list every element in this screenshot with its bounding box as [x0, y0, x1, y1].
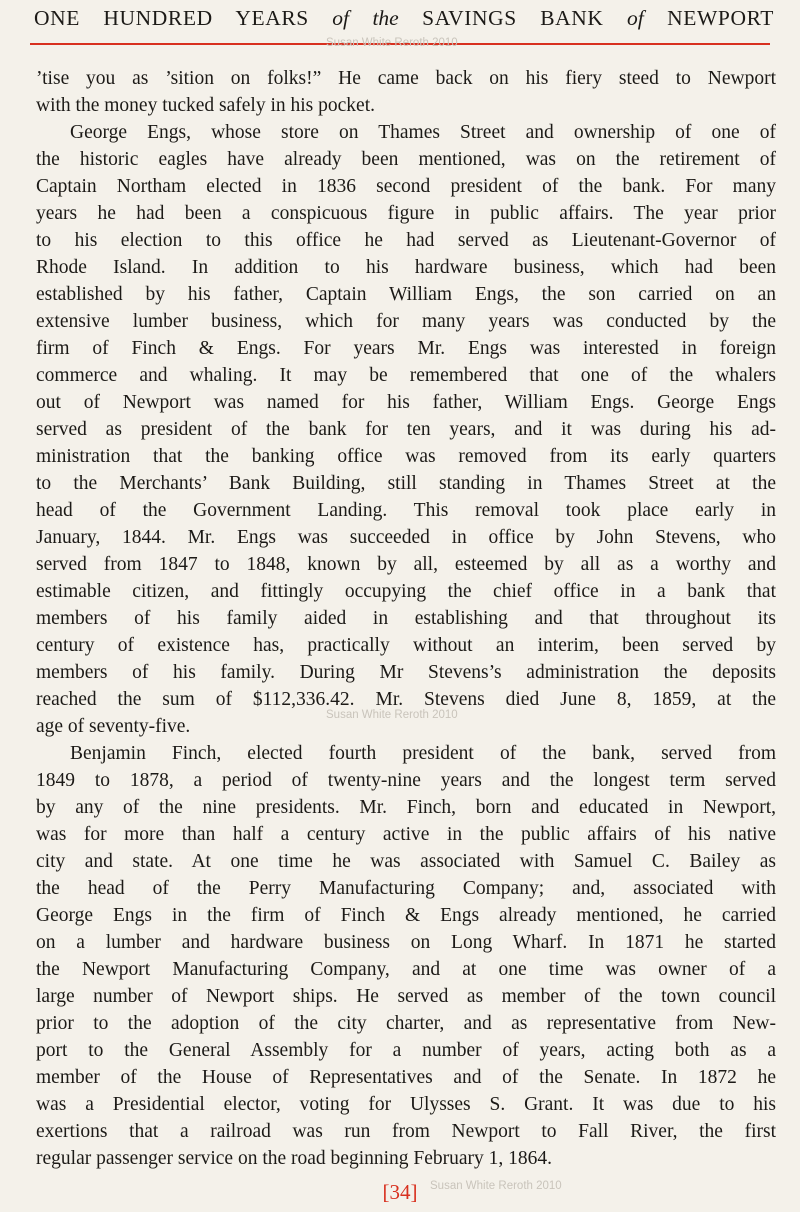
text-line: Rhode Island. In addition to his hardware business, which had been	[36, 257, 776, 278]
text-line: served as president of the bank for ten years, and it was during his ad-	[36, 419, 776, 440]
text-line: to his election to this office he had served as Lieutenant-Governor of	[36, 230, 776, 251]
header-text-of-2: of	[626, 6, 644, 30]
page-number: [34]	[382, 1180, 418, 1204]
text-line: the head of the Perry Manufacturing Company; and, associated with	[36, 878, 776, 899]
watermark: Susan White Reroth 2010	[326, 37, 458, 49]
text-line: out of Newport was named for his father, William Engs. George Engs	[36, 392, 776, 413]
text-line: by any of the nine presidents. Mr. Finch, born and educated in Newport,	[36, 797, 776, 818]
text-line: George Engs, whose store on Thames Street and ownership of one of	[70, 122, 776, 143]
text-line: extensive lumber business, which for many years was conducted by the	[36, 311, 776, 332]
body-text	[36, 65, 776, 1172]
text-line: the historic eagles have already been mentioned, was on the retirement of	[36, 149, 776, 170]
header-text-of-1: of	[332, 6, 350, 30]
text-line: members of his family aided in establishing and that throughout its	[36, 608, 776, 629]
text-line: members of his family. During Mr Stevens’s administration the deposits	[36, 662, 776, 683]
text-line: firm of Finch & Engs. For years Mr. Engs was interested in foreign	[36, 338, 776, 359]
text-line: head of the Government Landing. This removal took place early in	[36, 500, 776, 521]
header-text-part1: ONE HUNDRED YEARS	[34, 6, 309, 30]
text-line: Captain Northam elected in 1836 second president of the bank. For many	[36, 176, 776, 197]
text-line: ministration that the banking office was removed from its early quarters	[36, 446, 776, 467]
text-line: the Newport Manufacturing Company, and at one time was owner of a	[36, 959, 776, 980]
text-line: was for more than half a century active in the public affairs of his native	[36, 824, 776, 845]
text-line: large number of Newport ships. He served as member of the town council	[36, 986, 776, 1007]
running-header	[34, 6, 774, 36]
text-line: years he had been a conspicuous figure in public affairs. The year prior	[36, 203, 776, 224]
text-line: exertions that a railroad was run from Newport to Fall River, the first	[36, 1121, 776, 1142]
text-line: commerce and whaling. It may be remembered that one of the whalers	[36, 365, 776, 386]
header-text-the: the	[372, 6, 399, 30]
text-line: reached the sum of $112,336.42. Mr. Stevens died June 8, 1859, at the	[36, 689, 776, 710]
text-line: member of the House of Representatives and of the Senate. In 1872 he	[36, 1067, 776, 1088]
text-line: estimable citizen, and fittingly occupying the chief office in a bank that	[36, 581, 776, 602]
text-line: served from 1847 to 1848, known by all, esteemed by all as a worthy and	[36, 554, 776, 575]
text-line: to the Merchants’ Bank Building, still standing in Thames Street at the	[36, 473, 776, 494]
watermark: Susan White Reroth 2010	[326, 709, 458, 721]
text-line: Benjamin Finch, elected fourth president of the bank, served from	[70, 743, 776, 764]
header-text-part2: SAVINGS BANK	[422, 6, 604, 30]
text-line: port to the General Assembly for a number of years, acting both as a	[36, 1040, 776, 1061]
text-line: ’tise you as ’sition on folks!” He came back on his fiery steed to Newport	[36, 68, 776, 89]
header-text-part3: NEWPORT	[667, 6, 774, 30]
watermark: Susan White Reroth 2010	[430, 1180, 562, 1192]
text-line: January, 1844. Mr. Engs was succeeded in office by John Stevens, who	[36, 527, 776, 548]
text-line: established by his father, Captain William Engs, the son carried on an	[36, 284, 776, 305]
text-line: with the money tucked safely in his pocket.	[36, 95, 376, 116]
text-line: city and state. At one time he was associated with Samuel C. Bailey as	[36, 851, 776, 872]
text-line: George Engs in the firm of Finch & Engs already mentioned, he carried	[36, 905, 776, 926]
text-line: was a Presidential elector, voting for Ulysses S. Grant. It was due to his	[36, 1094, 776, 1115]
text-line: age of seventy-five.	[36, 716, 191, 737]
text-line: 1849 to 1878, a period of twenty-nine years and the longest term served	[36, 770, 776, 791]
text-line: on a lumber and hardware business on Long Wharf. In 1871 he started	[36, 932, 776, 953]
text-line: regular passenger service on the road beginning February 1, 1864.	[36, 1148, 553, 1169]
text-line: century of existence has, practically without an interim, been served by	[36, 635, 776, 656]
text-line: prior to the adoption of the city charter, and as representative from New-	[36, 1013, 776, 1034]
